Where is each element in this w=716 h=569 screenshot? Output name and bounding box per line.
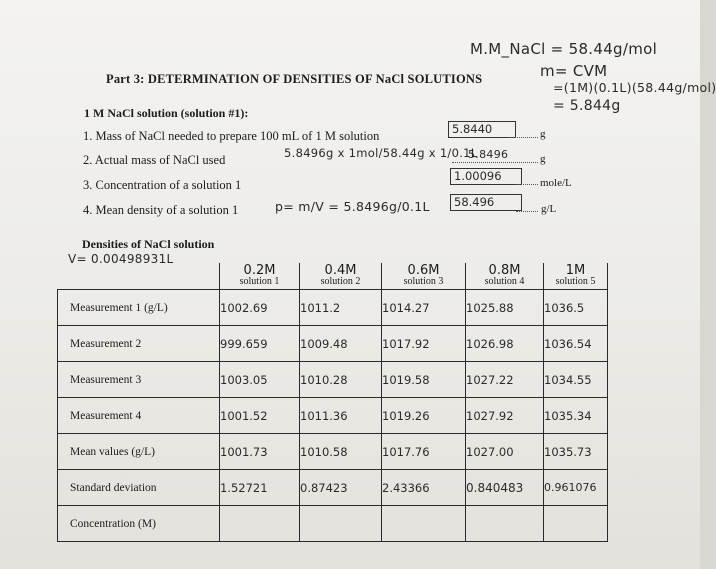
formula-note-2: =(1M)(0.1L)(58.44g/mol) (553, 80, 716, 95)
table-row (58, 434, 608, 470)
table-cell: 1017.76 (382, 434, 466, 470)
item-1-label: 1. Mass of NaCl needed to prepare 100 mL of 1 M solution (83, 129, 380, 143)
table-cell: 1027.22 (466, 362, 544, 398)
table-cell: 1017.92 (382, 326, 466, 362)
table-cell: 2.43366 (382, 470, 466, 506)
table-cell: 0.87423 (300, 470, 382, 506)
item-1-line (508, 137, 538, 138)
table-cell: 1009.48 (300, 326, 382, 362)
densities-table (57, 263, 608, 542)
item-2-line (452, 162, 538, 163)
table-cell: 1036.5 (544, 290, 608, 326)
table-cell: 1035.73 (544, 434, 608, 470)
volume-note: V= 0.00498931L (68, 252, 174, 266)
item-2-label: 2. Actual mass of NaCl used (83, 153, 226, 167)
table-row (58, 398, 608, 434)
item-2-unit: g (540, 153, 546, 165)
item-4-label: 4. Mean density of a solution 1 (83, 203, 239, 217)
table-cell: 1.52721 (220, 470, 300, 506)
table-cell: 1001.73 (220, 434, 300, 470)
part-title: Part 3: DETERMINATION OF DENSITIES OF NaCl SOLUTIONS (106, 72, 483, 86)
item-3-unit: mole/L (540, 177, 572, 189)
table-cell: 1019.58 (382, 362, 466, 398)
table-cell: 1036.54 (544, 326, 608, 362)
item-3-label: 3. Concentration of a solution 1 (83, 178, 242, 192)
row-label: Measurement 3 (58, 362, 220, 398)
table-cell: 1002.69 (220, 290, 300, 326)
item-1-value: 5.8440 (448, 121, 516, 138)
table-cell: 999.659 (220, 326, 300, 362)
table-cell: 1014.27 (382, 290, 466, 326)
density-note: p= m/V = 5.8496g/0.1L (275, 199, 430, 214)
solution1-heading: 1 M NaCl solution (solution #1): (84, 106, 249, 120)
column-header-solution-1: 0.2M solution 1 (220, 263, 300, 290)
item-1-unit: g (540, 128, 546, 140)
item-3-line (516, 184, 538, 185)
header-blank (58, 263, 220, 290)
table-cell (466, 506, 544, 542)
table-cell: 1010.58 (300, 434, 382, 470)
column-header-solution-3: 0.6M solution 3 (382, 263, 466, 290)
table-cell: 1026.98 (466, 326, 544, 362)
table-row (58, 470, 608, 506)
table-cell: 1035.34 (544, 398, 608, 434)
column-header-solution-2: 0.4M solution 2 (300, 263, 382, 290)
formula-note-1: m= CVM (540, 62, 608, 80)
table-cell: 1034.55 (544, 362, 608, 398)
table-cell: 0.961076 (544, 470, 608, 506)
row-label: Measurement 4 (58, 398, 220, 434)
table-cell: 1011.36 (300, 398, 382, 434)
table-cell: 1011.2 (300, 290, 382, 326)
column-header-solution-4: 0.8M solution 4 (466, 263, 544, 290)
table-cell: 1027.92 (466, 398, 544, 434)
row-label: Concentration (M) (58, 506, 220, 542)
item-4-line (516, 211, 538, 212)
row-label: Mean values (g/L) (58, 434, 220, 470)
table-cell (300, 506, 382, 542)
row-label: Measurement 1 (g/L) (58, 290, 220, 326)
table-cell: 1001.52 (220, 398, 300, 434)
table-row (58, 362, 608, 398)
item-4-value: 58.496 (450, 194, 522, 211)
table-row (58, 326, 608, 362)
table-header-row (58, 263, 608, 290)
table-row (58, 290, 608, 326)
molar-mass-note: M.M_NaCl = 58.44g/mol (470, 40, 658, 58)
table-cell: 1027.00 (466, 434, 544, 470)
table-cell: 1010.28 (300, 362, 382, 398)
item-2-value: 5.8496 (468, 148, 509, 161)
column-header-solution-5: 1M solution 5 (544, 263, 608, 290)
table-cell (382, 506, 466, 542)
table-cell (544, 506, 608, 542)
table-cell: 1019.26 (382, 398, 466, 434)
formula-note-3: = 5.844g (553, 98, 621, 114)
table-row (58, 506, 608, 542)
calc-note: 5.8496g x 1mol/58.44g x 1/0.1L (284, 146, 478, 160)
item-4-unit: g/L (541, 203, 557, 215)
table-cell: 1025.88 (466, 290, 544, 326)
table-cell: 0.840483 (466, 470, 544, 506)
densities-heading: Densities of NaCl solution (82, 237, 215, 251)
item-3-value: 1.00096 (450, 168, 522, 185)
table-cell: 1003.05 (220, 362, 300, 398)
table-cell (220, 506, 300, 542)
row-label: Standard deviation (58, 470, 220, 506)
row-label: Measurement 2 (58, 326, 220, 362)
